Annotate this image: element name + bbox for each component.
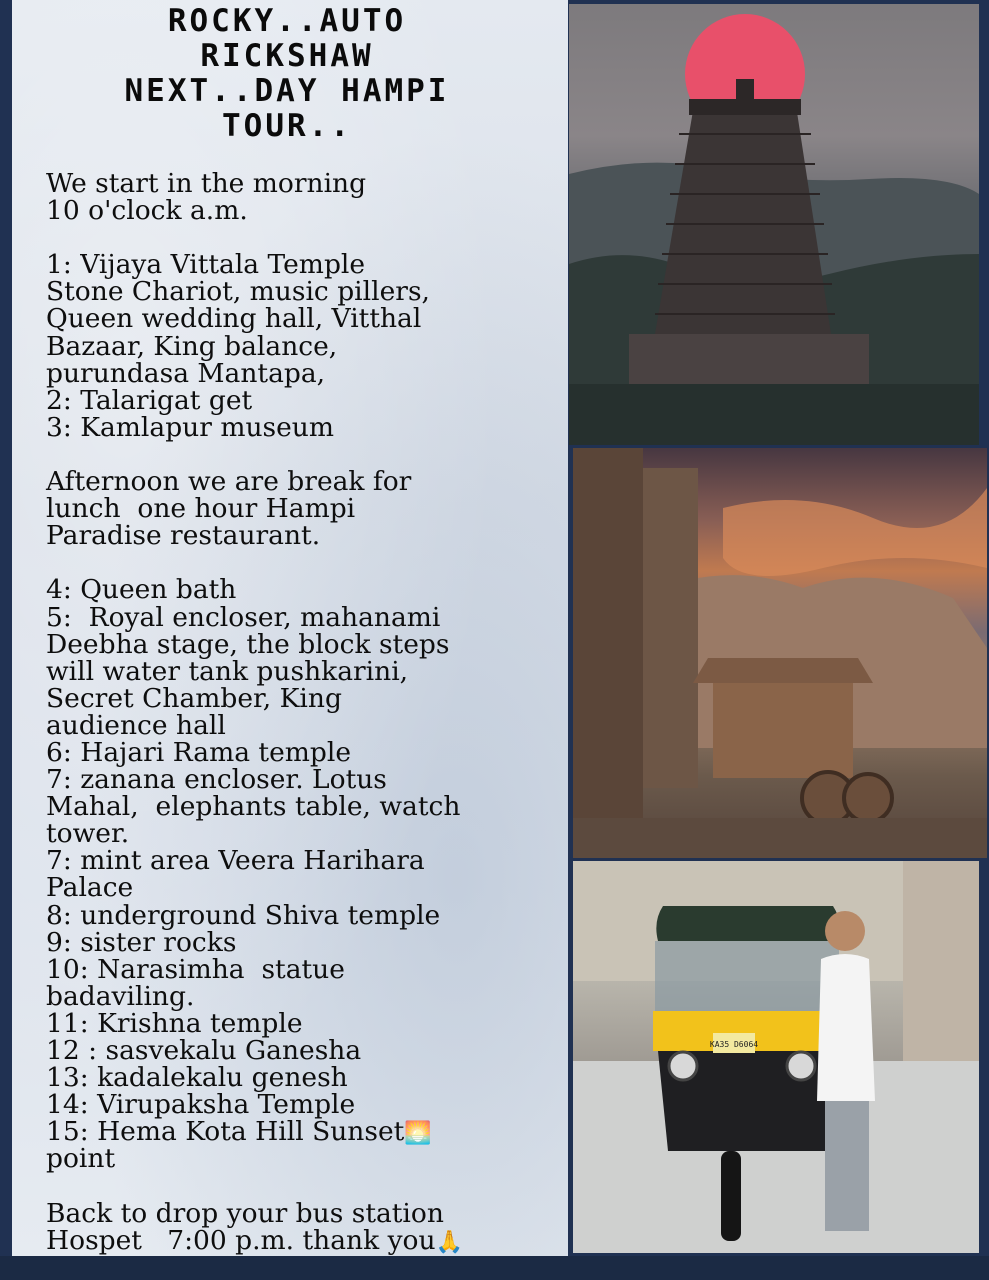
itinerary-line: 2: Talarigat get	[46, 384, 253, 416]
itinerary-line-text: Hospet 7:00 p.m. thank you	[46, 1224, 436, 1256]
itinerary-line-text: 15: Hema Kota Hill Sunset	[46, 1116, 405, 1148]
itinerary-line: Bazaar, King balance,	[46, 330, 338, 362]
itinerary-line: 12 : sasvekalu Ganesha	[46, 1035, 362, 1066]
itinerary-line: audience hall	[46, 709, 226, 741]
sunrise-icon: 🌅	[404, 1121, 432, 1147]
driver-shirt	[817, 954, 875, 1101]
itinerary-text	[46, 170, 566, 1254]
itinerary-line: 6: Hajari Rama temple	[46, 736, 351, 768]
itinerary-line: 9: sister rocks	[46, 926, 237, 958]
poster-title	[32, 4, 542, 144]
itinerary-line: Secret Chamber, King	[46, 682, 342, 714]
itinerary-line: 7: mint area Veera Harihara	[46, 845, 425, 877]
itinerary-line: 10 o'clock a.m.	[46, 195, 248, 227]
driver-head	[825, 911, 865, 951]
title-line: NEXT..DAY HAMPI	[124, 73, 450, 109]
auto-rickshaw-photo	[573, 861, 979, 1253]
itinerary-line: will water tank pushkarini,	[46, 655, 409, 687]
stone-chariot-illustration	[573, 448, 987, 858]
itinerary-line	[46, 1172, 566, 1199]
auto-rickshaw-illustration	[573, 861, 979, 1253]
itinerary-line: Queen wedding hall, Vitthal	[46, 303, 422, 335]
gopuram-illustration	[569, 4, 979, 445]
chariot-body	[713, 683, 853, 778]
stone-chariot-photo	[573, 448, 987, 858]
itinerary-line: 11: Krishna temple	[46, 1007, 303, 1039]
itinerary-line	[46, 549, 566, 576]
itinerary-line: 4: Queen bath	[46, 574, 237, 606]
itinerary-line: 8: underground Shiva temple	[46, 899, 441, 931]
title-line: TOUR..	[222, 108, 352, 144]
title-line: ROCKY..AUTO	[167, 3, 407, 39]
title-line: RICKSHAW	[200, 38, 374, 74]
gopuram-sunset-photo	[569, 4, 979, 445]
itinerary-line	[46, 441, 566, 468]
itinerary-line	[46, 1224, 566, 1256]
itinerary-line: Stone Chariot, music pillers,	[46, 276, 430, 308]
itinerary-line: Mahal, elephants table, watch	[46, 791, 461, 823]
itinerary-line: 10: Narasimha statue	[46, 953, 345, 985]
itinerary-line: tower.	[46, 818, 130, 850]
itinerary-line: Palace	[46, 872, 134, 904]
front-wheel	[721, 1151, 741, 1241]
text-panel	[12, 0, 568, 1256]
itinerary-line: Back to drop your bus station	[46, 1197, 444, 1229]
rickshaw-canopy	[656, 906, 839, 941]
license-plate-text: KA35 D6064	[709, 1040, 759, 1049]
itinerary-line: point	[46, 1143, 116, 1175]
itinerary-line	[46, 1116, 566, 1148]
driver-jeans	[825, 1101, 869, 1231]
itinerary-line: 13: kadalekalu genesh	[46, 1062, 348, 1094]
itinerary-line: 7: zanana encloser. Lotus	[46, 764, 387, 796]
itinerary-line: 1: Vijaya Vittala Temple	[46, 249, 366, 281]
itinerary-line: lunch one hour Hampi	[46, 493, 356, 525]
itinerary-line: Afternoon we are break for	[46, 466, 412, 498]
itinerary-line: 3: Kamlapur museum	[46, 411, 335, 443]
itinerary-line: 5: Royal encloser, mahanami	[46, 601, 441, 633]
pillar-left	[573, 448, 643, 858]
itinerary-line	[46, 224, 566, 251]
itinerary-line: purundasa Mantapa,	[46, 357, 326, 389]
folded-hands-icon: 🙏	[435, 1229, 463, 1255]
itinerary-line: badaviling.	[46, 980, 195, 1012]
itinerary-line: 14: Virupaksha Temple	[46, 1089, 356, 1121]
itinerary-line: Deebha stage, the block steps	[46, 628, 450, 660]
itinerary-line: Paradise restaurant.	[46, 520, 321, 552]
itinerary-line: We start in the morning	[46, 168, 367, 199]
